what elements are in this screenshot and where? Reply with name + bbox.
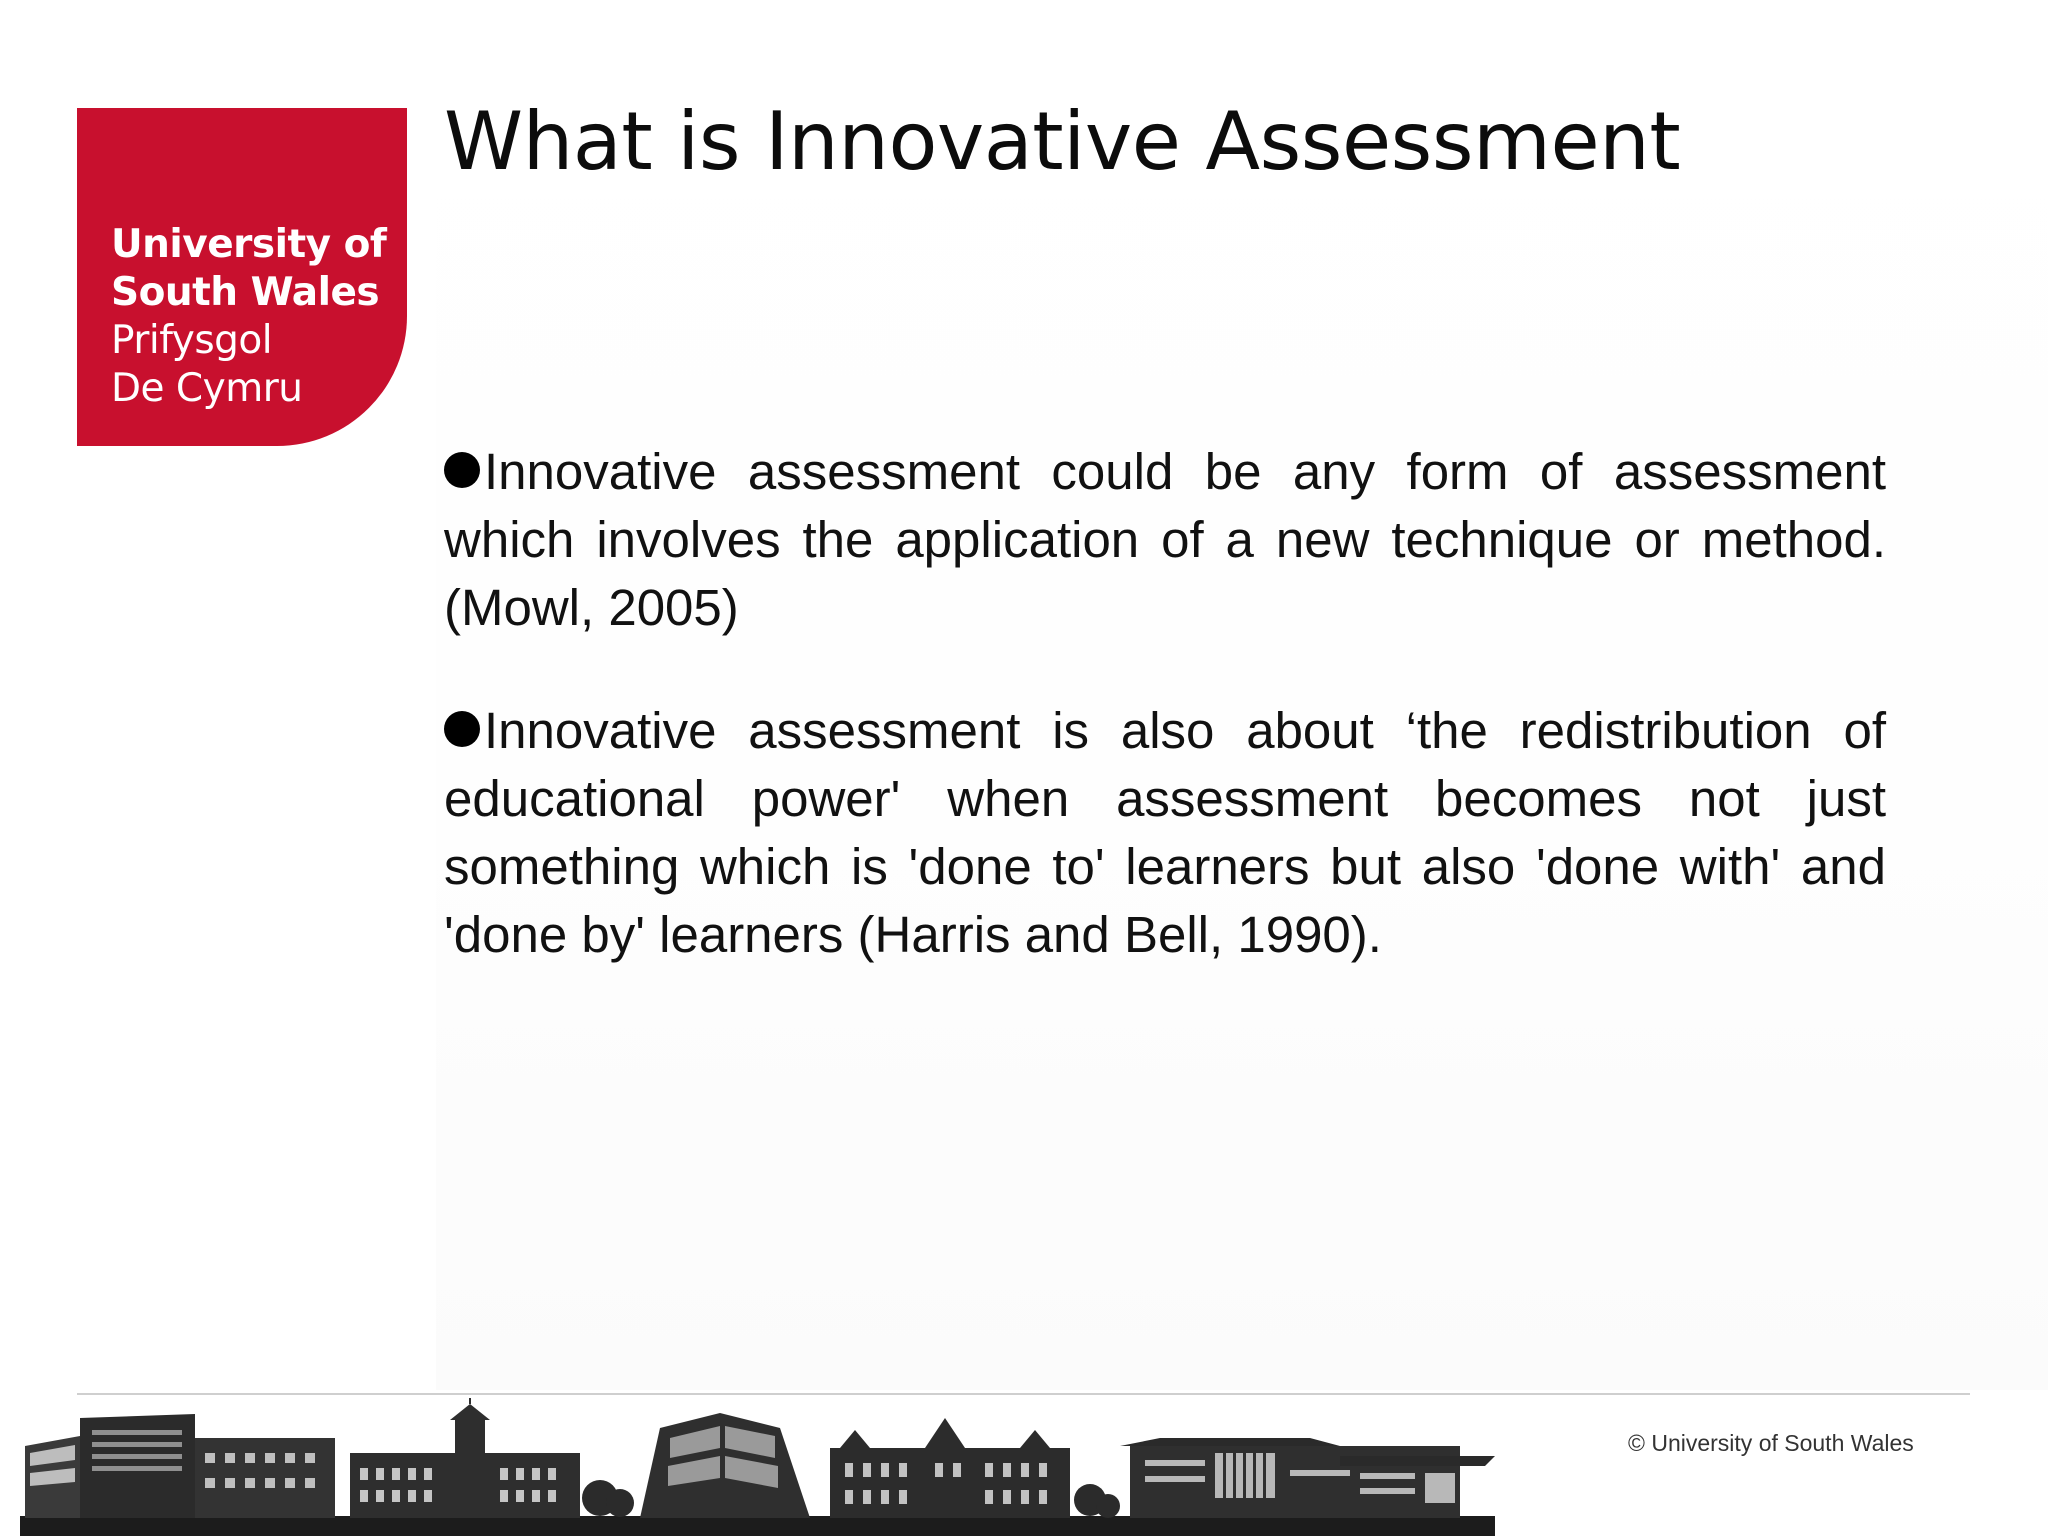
bullet-list: [444, 438, 1886, 1024]
footer-divider: [77, 1393, 1970, 1395]
logo-line-1: University of: [111, 222, 387, 267]
logo-line-4: De Cymru: [111, 366, 303, 411]
logo-line-2: South Wales: [111, 270, 380, 315]
campus-skyline-icon: [20, 1398, 1495, 1536]
copyright-notice: © University of South Wales: [1628, 1430, 1914, 1456]
university-logo: [77, 108, 407, 446]
bullet-text: Innovative assessment could be any form of assessment which involves the application of a new technique or method. (Mowl, 2005): [444, 443, 1886, 636]
bullet-text: Innovative assessment is also about ‘the redistribution of educational power' when assessment becomes not just something which is 'done to' learners but also 'done with' and 'done by' learners (Harris and Bell, 1990).: [444, 702, 1886, 963]
bullet-item: [444, 438, 1886, 642]
slide-title: What is Innovative Assessment: [444, 95, 1681, 188]
logo-text: [111, 221, 386, 413]
bullet-dot-icon: [444, 452, 480, 488]
bullet-item: [444, 697, 1886, 969]
bullet-dot-icon: [444, 711, 480, 747]
logo-line-3: Prifysgol: [111, 318, 273, 363]
